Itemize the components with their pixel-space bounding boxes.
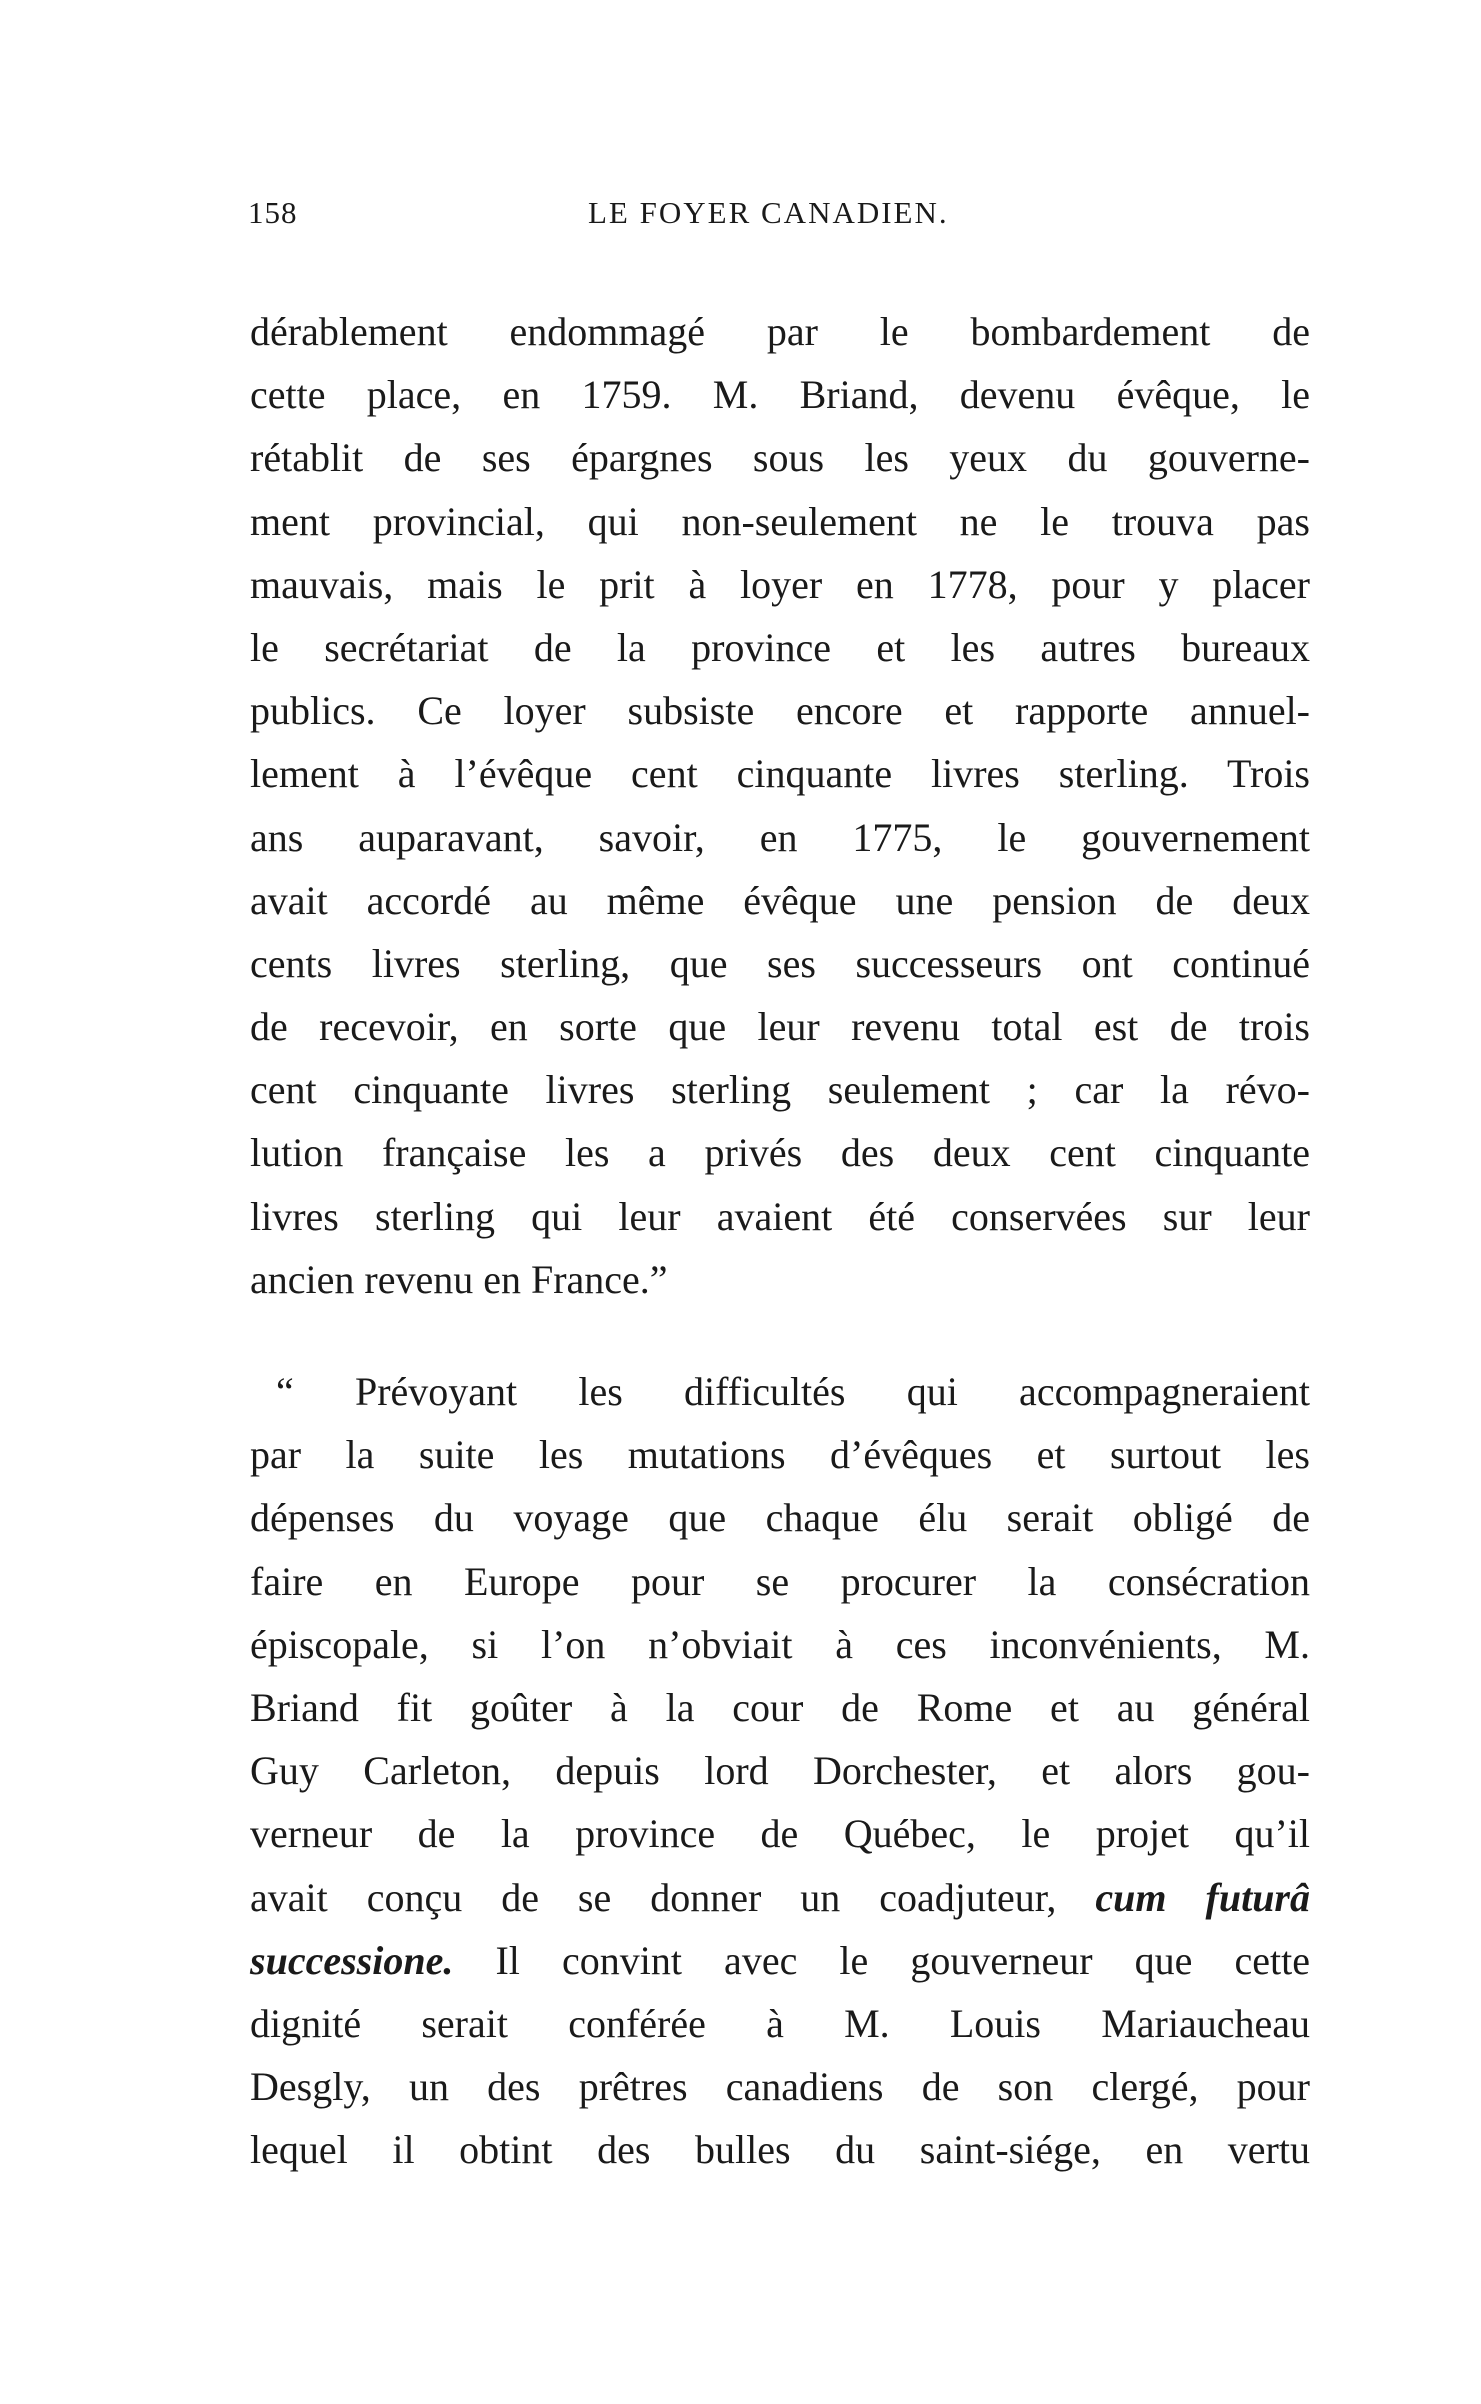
text-line: faire en Europe pour se procurer la consécration	[250, 1558, 1310, 1604]
running-title: LE FOYER CANADIEN.	[588, 195, 949, 230]
text-line: ancien revenu en France.”	[250, 1256, 668, 1302]
text-line: Desgly, un des prêtres canadiens de son clergé, pour	[250, 2064, 1310, 2110]
text-line: épiscopale, si l’on n’obviait à ces inconvénients, M.	[250, 1621, 1310, 1667]
text-line: le secrétariat de la province et les autres bureaux	[250, 624, 1310, 670]
text-line	[250, 1929, 1310, 1992]
paragraph-1	[250, 300, 1310, 1311]
text-line: ans auparavant, savoir, en 1775, le gouvernement	[250, 814, 1310, 860]
text-line-roman: Il convint avec le gouverneur que cette	[495, 1937, 1311, 1983]
latin-phrase: successione.	[250, 1937, 454, 1983]
text-line: lequel il obtint des bulles du saint-siége, en vertu	[250, 2127, 1310, 2173]
text-line: cents livres sterling, que ses successeurs ont continué	[250, 940, 1310, 986]
text-line: par la suite les mutations d’évêques et surtout les	[250, 1432, 1310, 1478]
text-line: ment provincial, qui non-seulement ne le trouva pas	[250, 498, 1310, 544]
text-line: lement à l’évêque cent cinquante livres sterling. Trois	[250, 751, 1310, 797]
text-line: dignité serait conférée à M. Louis Mariaucheau	[250, 2000, 1310, 2046]
text-line: livres sterling qui leur avaient été conservées sur leur	[250, 1193, 1310, 1239]
text-line: cette place, en 1759. M. Briand, devenu évêque, le	[250, 372, 1310, 418]
paragraph-2	[250, 1360, 1310, 2181]
text-line: dérablement endommagé par le bombardement de	[250, 309, 1310, 354]
text-line: Guy Carleton, depuis lord Dorchester, et alors gou-	[250, 1748, 1310, 1794]
text-line: de recevoir, en sorte que leur revenu total est de trois	[250, 1004, 1310, 1050]
text-line: rétablit de ses épargnes sous les yeux du gouverne-	[250, 435, 1310, 481]
text-line	[250, 1866, 1310, 1929]
text-line: “ Prévoyant les difficultés qui accompagneraient	[276, 1369, 1310, 1414]
running-head	[248, 195, 1018, 245]
latin-phrase: cum futurâ	[1095, 1874, 1310, 1920]
text-line: cent cinquante livres sterling seulement ; car la révo-	[250, 1067, 1310, 1113]
text-line: dépenses du voyage que chaque élu serait obligé de	[250, 1495, 1310, 1541]
text-line: publics. Ce loyer subsiste encore et rapporte annuel-	[250, 688, 1310, 734]
page-number: 158	[248, 195, 298, 230]
text-line: mauvais, mais le prit à loyer en 1778, pour y placer	[250, 561, 1310, 607]
text-line: avait accordé au même évêque une pension de deux	[250, 877, 1310, 923]
text-line: verneur de la province de Québec, le projet qu’il	[250, 1811, 1310, 1857]
text-line: lution française les a privés des deux cent cinquante	[250, 1130, 1310, 1176]
text-line: Briand fit goûter à la cour de Rome et au général	[250, 1684, 1310, 1730]
text-line-roman: avait conçu de se donner un coadjuteur,	[250, 1874, 1057, 1920]
